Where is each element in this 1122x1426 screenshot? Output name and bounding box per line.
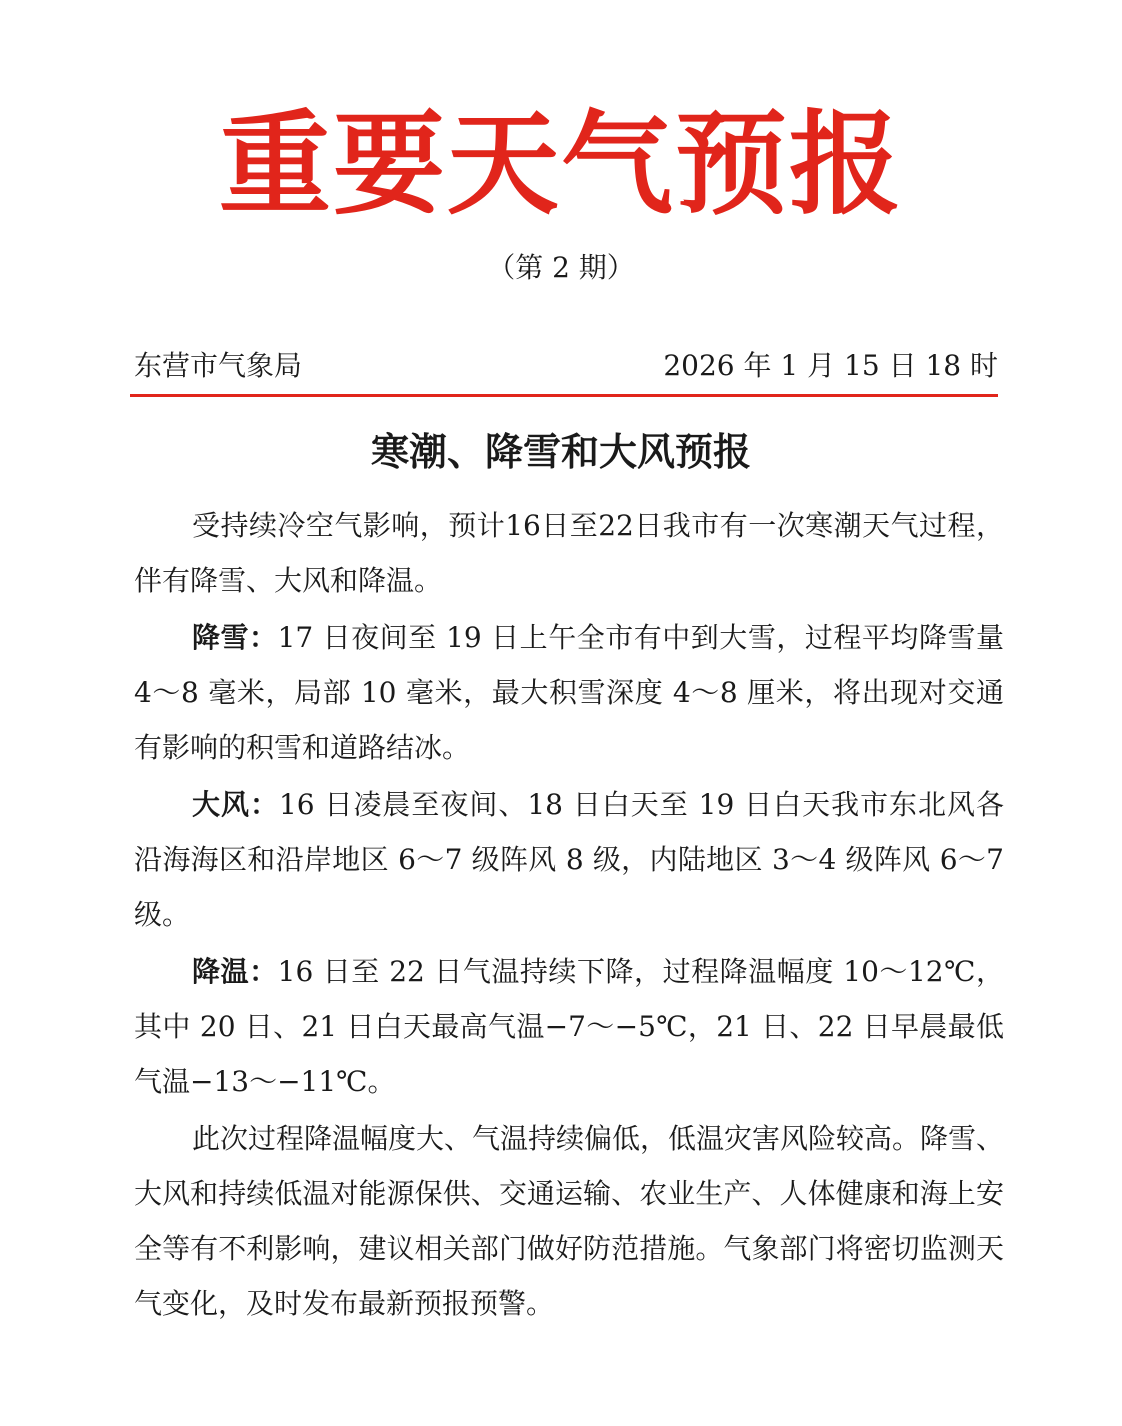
wind-text: 16 日凌晨至夜间、18 日白天至 19 日白天我市东北风各沿海海区和沿岸地区 6～7 级阵风 8 级，内陆地区 3～4 级阵风 6～7 级。 — [134, 788, 1004, 931]
intro-paragraph: 受持续冷空气影响，预计16日至22日我市有一次寒潮天气过程，伴有降雪、大风和降温。 — [134, 509, 1004, 597]
article-body — [134, 498, 1004, 1331]
wind-label: 大风： — [192, 788, 279, 821]
issue-time: 2026 年 1 月 15 日 18 时 — [663, 349, 998, 382]
advice-paragraph: 此次过程降温幅度大、气温持续偏低，低温灾害风险较高。降雪、大风和持续低温对能源保供、交通运输、农业生产、人体健康和海上安全等有不利影响，建议相关部门做好防范措施。气象部门将密切监测天气变化，及时发布最新预报预警。 — [134, 1122, 1005, 1320]
snow-text: 17 日夜间至 19 日上午全市有中到大雪，过程平均降雪量 4～8 毫米，局部 10 毫米，最大积雪深度 4～8 厘米，将出现对交通有影响的积雪和道路结冰。 — [134, 621, 1004, 764]
cooling-paragraph — [134, 944, 1004, 1109]
issue-number: （第 2 期） — [487, 251, 635, 284]
article-headline: 寒潮、降雪和大风预报 — [370, 429, 751, 474]
cooling-text: 16 日至 22 日气温持续下降，过程降温幅度 10～12℃，其中 20 日、21 日白天最高气温−7～−5℃，21 日、22 日早晨最低气温−13～−11℃。 — [134, 955, 1004, 1098]
masthead-title: 重要天气预报 — [219, 100, 903, 230]
cooling-label: 降温： — [192, 955, 278, 988]
snow-label: 降雪： — [192, 621, 278, 654]
issuer-name: 东营市气象局 — [134, 349, 303, 382]
wind-paragraph — [134, 777, 1004, 942]
issuer-row — [134, 344, 998, 388]
red-divider — [130, 394, 998, 397]
snow-paragraph — [134, 610, 1004, 775]
